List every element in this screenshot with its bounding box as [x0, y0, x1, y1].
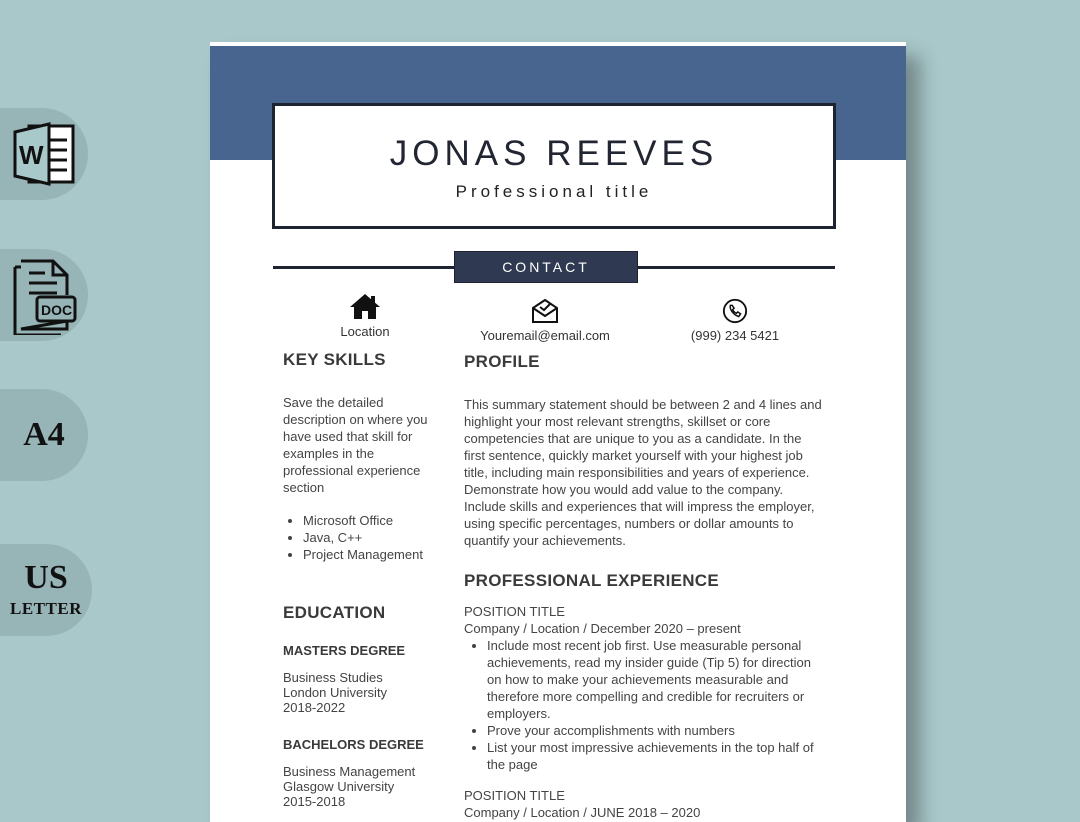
experience-heading: PROFESSIONAL EXPERIENCE — [464, 571, 720, 590]
profile-heading: PROFILE — [464, 352, 540, 371]
position-title: POSITION TITLE — [464, 788, 565, 803]
key-skills-heading: KEY SKILLS — [283, 350, 386, 369]
contact-heading: CONTACT — [454, 251, 638, 283]
svg-text:W: W — [19, 140, 44, 170]
email-text: Youremail@email.com — [480, 328, 610, 343]
contact-phone — [675, 298, 795, 343]
degree-title: BACHELORS DEGREE — [283, 737, 424, 752]
degree-school: Glasgow University — [283, 779, 395, 794]
location-text: Location — [340, 324, 390, 339]
position-company: Company / Location / December 2020 – present — [464, 621, 741, 636]
degree-field: Business Studies — [283, 670, 383, 685]
us-label: US — [24, 559, 68, 596]
phone-icon — [721, 298, 749, 324]
skills-description: Save the detailed description on where you have used that skill for examples in the professional experience section — [283, 395, 428, 495]
contact-email — [465, 298, 625, 343]
profile-summary: This summary statement should be between 2 and 4 lines and highlight your most relevant strengths, skillset or core competencies that are unique to you as a candidate. In the first sentence, quickly market yourself with your highest job title, including main responsibilities and years of experience. Demonstrate how you would add value to the company. Include skills and experiences that will impress the employer, using specific percentages, numbers or dollar amounts to quantify your achievements. — [464, 397, 822, 548]
degree-title: MASTERS DEGREE — [283, 643, 406, 658]
degree-years: 2015-2018 — [283, 794, 346, 809]
skill-item: • Project Management — [303, 546, 433, 563]
word-document-icon — [11, 120, 77, 188]
envelope-icon — [531, 298, 559, 324]
achievement-item: • List your most impressive achievements in the top half of the page — [487, 739, 824, 773]
word-format-badge — [0, 108, 88, 200]
degree-field: Business Management — [283, 764, 416, 779]
candidate-name: JONAS REEVES — [389, 134, 719, 173]
a4-format-badge — [0, 389, 88, 481]
left-column — [283, 350, 433, 809]
a4-label: A4 — [23, 416, 65, 453]
position-company: Company / Location / JUNE 2018 – 2020 — [464, 805, 701, 820]
skill-item: • Microsoft Office — [303, 512, 433, 529]
degree-school: London University — [283, 685, 388, 700]
us-letter-format-badge — [0, 544, 92, 636]
professional-title: Professional title — [455, 182, 653, 201]
doc-format-badge — [0, 249, 88, 341]
achievement-item: • Prove your accomplishments with numbers — [487, 722, 824, 739]
degree-years: 2018-2022 — [283, 700, 346, 715]
name-box — [272, 103, 836, 229]
doc-file-icon — [11, 255, 77, 335]
skill-item: • Java, C++ — [303, 529, 433, 546]
letter-label: LETTER — [10, 599, 82, 618]
skills-list — [283, 512, 433, 563]
contact-location — [320, 292, 410, 339]
resume-page — [210, 42, 906, 822]
achievement-list — [464, 637, 824, 773]
svg-text:DOC: DOC — [41, 302, 73, 318]
right-column — [464, 352, 824, 821]
home-icon — [349, 292, 381, 320]
education-heading: EDUCATION — [283, 603, 386, 622]
degree-details — [283, 670, 433, 715]
phone-text: (999) 234 5421 — [690, 328, 780, 343]
degree-details — [283, 764, 433, 809]
achievement-item: • Include most recent job first. Use measurable personal achievements, read my insider guide (Tip 5) for direction on how to make your achievements measurable and therefore more compelling and credible for recruiters or employers. — [487, 637, 824, 722]
position-title: POSITION TITLE — [464, 604, 565, 619]
